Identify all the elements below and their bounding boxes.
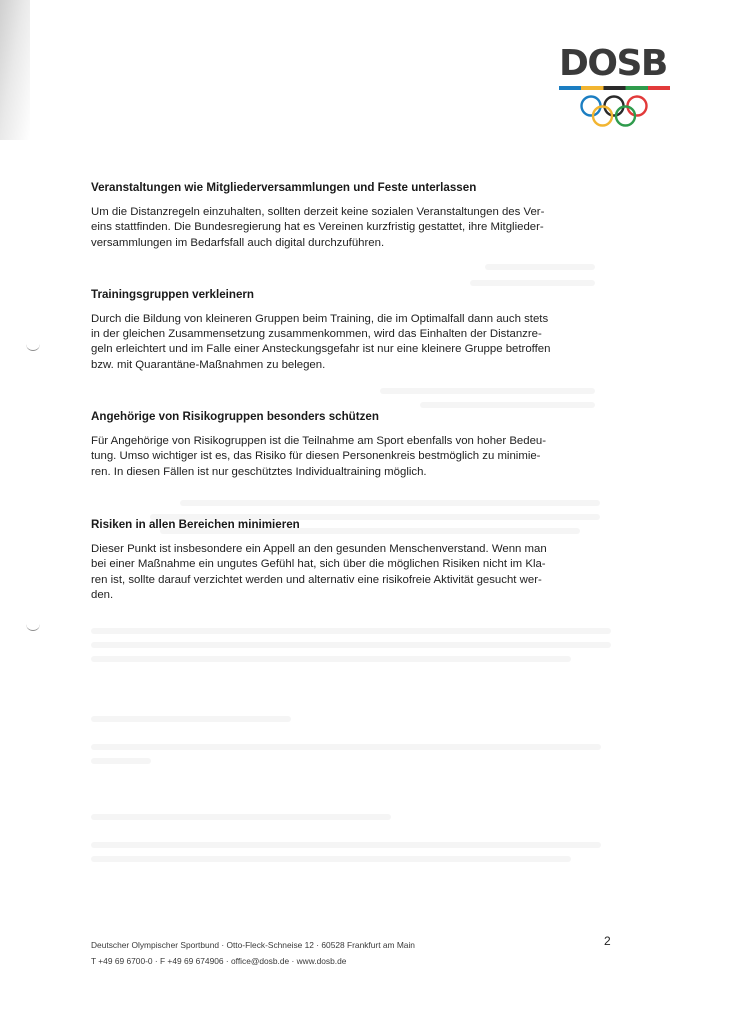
text-line: Um die Distanzregeln einzuhalten, sollten derzeit keine sozialen Veranstaltungen des Ver- [91,206,545,218]
text-line: ren ist, sollte darauf verzichtet werden und alternativ eine risikofreie Aktivität gesucht wer- [91,573,542,586]
document-body [91,180,611,603]
section-heading: Trainingsgruppen verkleinern [91,287,254,301]
show-through-line [91,842,601,848]
paragraph [91,205,611,251]
text-line: Für Angehörige von Risikogruppen ist die Teilnahme am Sport ebenfalls von hoher Bedeu- [91,435,547,448]
footer-address: Deutscher Olympischer Sportbund · Otto-Fleck-Schneise 12 · 60528 Frankfurt am Main [91,940,415,950]
paragraph [91,542,611,603]
page-footer [91,937,621,969]
punch-hole-mark [26,622,40,631]
text-line: bei einer Maßnahme ein ungutes Gefühl hat, sich über die möglichen Risiken nicht im Kla- [91,558,546,571]
show-through-line [91,814,391,820]
text-line: ren. In diesen Fällen ist nur geschütztes Individualtraining möglich. [91,465,427,478]
olympic-rings-icon [578,94,654,130]
show-through-line [91,628,611,634]
text-line: versammlungen im Bedarfsfall auch digital durchzuführen. [91,236,385,249]
section-heading: Angehörige von Risikogruppen besonders schützen [91,410,379,424]
text-line: Durch die Bildung von kleineren Gruppen beim Training, die im Optimalfall dann auch stets [91,312,549,325]
text-line: eins stattfinden. Die Bundesregierung hat es Vereinen kurzfristig gestattet, ihre Mitglieder- [91,221,544,234]
paragraph [91,312,611,373]
show-through-line [91,716,291,722]
text-line: geln erleichtert und im Falle einer Ansteckungsgefahr ist nur eine kleinere Gruppe betroffen [91,343,551,356]
text-line: den. [91,588,114,601]
text-line: in der gleichen Zusammensetzung zusammenkommen, wird das Einhalten der Distanzre- [91,328,542,341]
scan-edge-shadow [0,0,30,140]
show-through-line [91,856,571,862]
footer-contact: T +49 69 6700-0 · F +49 69 674906 · office@dosb.de · www.dosb.de [91,956,347,966]
section-training-groups [91,287,611,373]
dosb-logo [556,40,678,136]
text-line: bzw. mit Quarantäne-Maßnahmen zu belegen. [91,358,326,371]
show-through-line [91,744,601,750]
punch-hole-mark [26,342,40,351]
section-risk-groups [91,409,611,480]
show-through-line [91,656,571,662]
dosb-logo-wordmark: DOSB [559,43,667,84]
logo-color-bar [559,86,670,90]
section-heading: Veranstaltungen wie Mitgliederversammlungen und Feste unterlassen [91,181,477,194]
text-line: Dieser Punkt ist insbesondere ein Appell an den gesunden Menschenverstand. Wenn man [91,542,547,555]
paragraph [91,434,611,480]
section-minimize-risks [91,517,611,603]
show-through-line [91,758,151,764]
text-line: tung. Umso wichtiger ist es, das Risiko für diesen Personenkreis bestmöglich zu minimie- [91,450,541,463]
show-through-line [91,642,611,648]
section-events [91,180,611,251]
page-number: 2 [604,934,611,948]
section-heading: Risiken in allen Bereichen minimieren [91,517,300,531]
